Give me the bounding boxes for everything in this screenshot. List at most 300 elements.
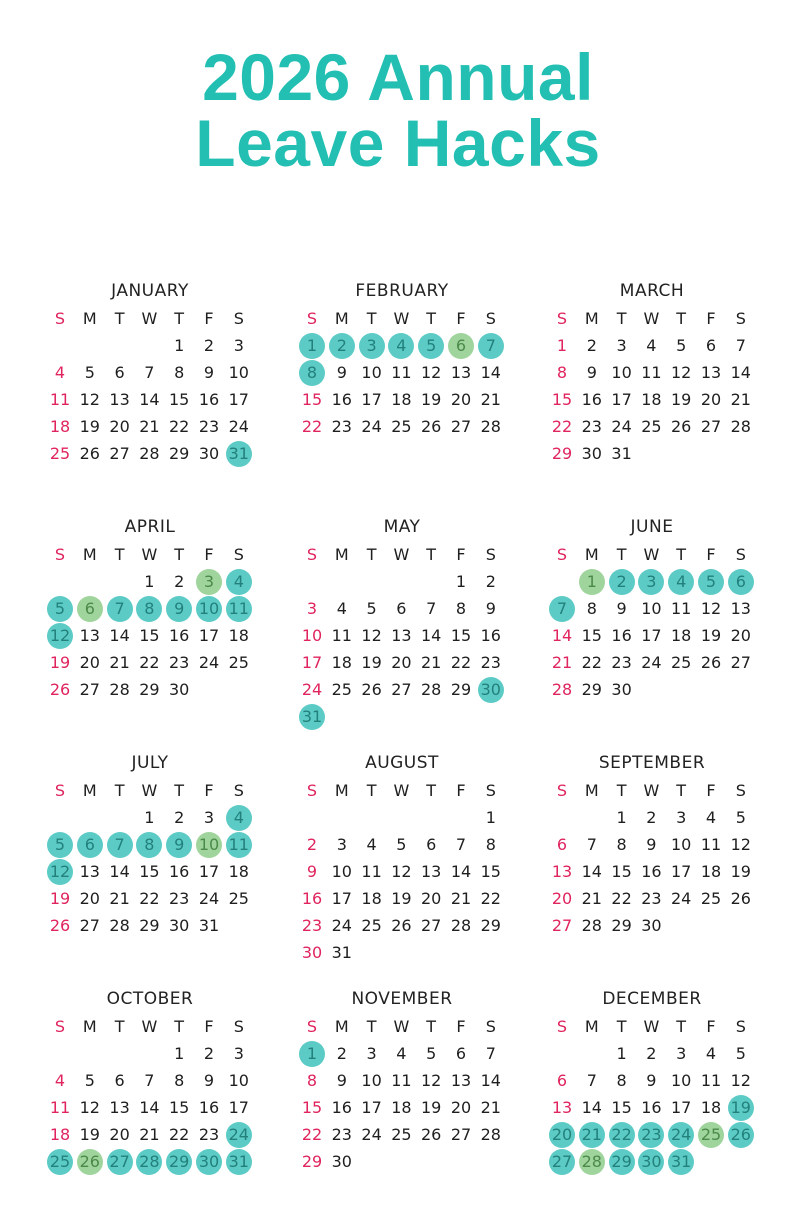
day: 25	[49, 444, 71, 463]
day: 23	[641, 889, 662, 908]
day: 12	[421, 1071, 442, 1090]
day: 6	[455, 1044, 467, 1063]
day: 7	[144, 1071, 155, 1090]
day: 28	[480, 417, 501, 436]
day-leave: 7	[107, 832, 133, 858]
day: 14	[139, 1098, 160, 1117]
weekday-header: S	[54, 781, 66, 800]
month-name: JUNE	[630, 517, 674, 537]
weekday-header: W	[643, 545, 660, 564]
day: 18	[641, 390, 662, 409]
day: 21	[551, 653, 573, 672]
day: 26	[391, 916, 412, 935]
day: 3	[676, 808, 687, 827]
day: 26	[700, 653, 722, 672]
day: 24	[641, 653, 662, 672]
day: 17	[611, 390, 632, 409]
weekday-header: S	[306, 781, 318, 800]
page-title	[0, 40, 796, 180]
weekday-header: T	[426, 781, 437, 800]
day: 6	[426, 835, 437, 854]
day: 21	[421, 653, 442, 672]
day: 27	[450, 1125, 472, 1144]
day: 10	[641, 599, 662, 618]
month-september	[502, 753, 751, 983]
day: 20	[551, 889, 573, 908]
weekday-header: W	[393, 1017, 410, 1036]
day: 27	[79, 680, 100, 699]
day: 22	[169, 417, 190, 436]
day: 3	[233, 336, 244, 355]
day: 17	[198, 626, 220, 645]
day: 25	[228, 889, 249, 908]
day: 21	[109, 889, 130, 908]
month-october	[0, 989, 249, 1219]
day: 29	[139, 916, 160, 935]
day: 7	[455, 835, 467, 854]
day: 16	[581, 390, 602, 409]
day: 23	[301, 916, 323, 935]
day: 4	[705, 808, 717, 827]
day: 17	[671, 862, 692, 881]
weekday-header: T	[676, 781, 687, 800]
month-name: JULY	[131, 753, 169, 773]
day: 5	[735, 1044, 746, 1063]
day: 13	[79, 862, 100, 881]
weekday-header: S	[485, 781, 496, 800]
day: 24	[671, 889, 692, 908]
day: 11	[700, 1071, 722, 1090]
day-public-holiday: 3	[196, 569, 222, 595]
day: 21	[480, 1098, 501, 1117]
weekday-header: T	[676, 309, 687, 328]
weekday-header: S	[233, 781, 244, 800]
weekday-header: M	[584, 781, 599, 800]
weekday-header: W	[393, 309, 410, 328]
day: 9	[586, 363, 597, 382]
weekday-header: T	[616, 545, 627, 564]
weekday-header: W	[141, 1017, 158, 1036]
weekday-header: T	[676, 1017, 687, 1036]
day: 15	[450, 626, 472, 645]
weekday-header: T	[114, 545, 125, 564]
weekday-header: F	[706, 781, 716, 800]
day: 27	[730, 653, 751, 672]
day: 30	[331, 1152, 352, 1171]
day-leave: 31	[299, 704, 325, 730]
day: 26	[730, 889, 751, 908]
day: 13	[79, 626, 100, 645]
month-name: NOVEMBER	[351, 989, 453, 1009]
weekday-header: M	[82, 781, 97, 800]
day: 15	[301, 390, 323, 409]
day: 23	[331, 1125, 352, 1144]
day: 18	[391, 1098, 412, 1117]
day-leave: 29	[609, 1149, 635, 1175]
day-public-holiday: 6	[448, 333, 474, 359]
day: 21	[139, 1125, 160, 1144]
day: 3	[676, 1044, 687, 1063]
day: 1	[556, 336, 568, 355]
day-leave: 8	[299, 360, 325, 386]
day: 16	[301, 889, 323, 908]
day: 18	[700, 1098, 722, 1117]
day: 18	[331, 653, 352, 672]
day: 4	[396, 1044, 407, 1063]
day: 3	[203, 808, 215, 827]
weekday-header: S	[485, 309, 496, 328]
day: 22	[581, 653, 602, 672]
weekday-header: F	[706, 545, 716, 564]
day: 17	[671, 1098, 692, 1117]
weekday-header: S	[233, 309, 244, 328]
day: 29	[139, 680, 160, 699]
month-name: DECEMBER	[602, 989, 702, 1009]
day: 18	[391, 390, 412, 409]
weekday-header: W	[141, 781, 158, 800]
weekday-header: M	[82, 309, 97, 328]
day: 19	[79, 417, 100, 436]
day-leave: 26	[728, 1122, 754, 1148]
day: 9	[616, 599, 627, 618]
weekday-header: M	[584, 309, 599, 328]
day: 22	[450, 653, 472, 672]
day: 25	[228, 653, 249, 672]
day: 21	[581, 889, 602, 908]
day: 24	[198, 653, 220, 672]
day: 13	[450, 363, 472, 382]
day: 23	[581, 417, 602, 436]
day-public-holiday: 6	[77, 596, 103, 622]
day: 10	[331, 862, 352, 881]
day: 14	[480, 1071, 501, 1090]
weekday-header: W	[393, 545, 410, 564]
day-leave: 3	[638, 569, 664, 595]
day: 22	[480, 889, 501, 908]
day: 24	[198, 889, 220, 908]
day: 28	[109, 916, 130, 935]
day: 25	[391, 417, 412, 436]
weekday-header: M	[82, 545, 97, 564]
day: 16	[641, 1098, 662, 1117]
day-public-holiday: 28	[579, 1149, 605, 1175]
day: 26	[49, 680, 71, 699]
weekday-header: F	[456, 781, 466, 800]
day: 14	[109, 626, 130, 645]
day: 1	[174, 336, 185, 355]
weekday-header: F	[204, 1017, 214, 1036]
day: 23	[198, 417, 220, 436]
month-name: MAY	[383, 517, 421, 537]
day: 5	[84, 363, 95, 382]
weekday-header: S	[735, 781, 746, 800]
day: 4	[646, 336, 657, 355]
day: 29	[551, 444, 573, 463]
day-leave: 1	[299, 1041, 325, 1067]
day: 11	[361, 862, 382, 881]
day: 27	[450, 417, 472, 436]
day: 6	[396, 599, 407, 618]
day: 4	[336, 599, 347, 618]
day: 18	[228, 862, 249, 881]
month-august	[252, 753, 501, 983]
day: 20	[109, 417, 130, 436]
weekday-header: S	[54, 545, 66, 564]
day: 28	[109, 680, 130, 699]
day: 17	[228, 390, 249, 409]
day: 9	[646, 1071, 657, 1090]
day: 14	[581, 1098, 602, 1117]
day: 23	[169, 653, 190, 672]
day: 12	[391, 862, 412, 881]
day: 4	[366, 835, 377, 854]
weekday-header: S	[735, 545, 746, 564]
day: 22	[169, 1125, 190, 1144]
day: 16	[331, 1098, 352, 1117]
weekday-header: M	[334, 545, 349, 564]
month-name: FEBRUARY	[355, 281, 449, 301]
day: 25	[331, 680, 352, 699]
day: 6	[114, 363, 125, 382]
day: 1	[174, 1044, 185, 1063]
day: 1	[485, 808, 496, 827]
weekday-header: T	[174, 781, 185, 800]
day: 17	[361, 1098, 382, 1117]
day: 10	[361, 363, 382, 382]
day: 8	[174, 1071, 185, 1090]
day-leave: 24	[226, 1122, 252, 1148]
day: 12	[671, 363, 692, 382]
month-december	[502, 989, 751, 1219]
day: 15	[139, 626, 160, 645]
day: 11	[331, 626, 352, 645]
weekday-header: F	[204, 309, 214, 328]
day: 5	[396, 835, 407, 854]
day: 4	[54, 363, 66, 382]
month-november	[252, 989, 501, 1219]
day-leave: 12	[47, 859, 73, 885]
day: 28	[450, 916, 472, 935]
weekday-header: M	[584, 1017, 599, 1036]
day: 26	[79, 444, 100, 463]
day: 30	[169, 680, 190, 699]
day: 28	[581, 916, 602, 935]
weekday-header: S	[735, 1017, 746, 1036]
day: 28	[480, 1125, 501, 1144]
day: 10	[611, 363, 632, 382]
day-leave: 29	[166, 1149, 192, 1175]
day-leave: 22	[609, 1122, 635, 1148]
day: 25	[671, 653, 692, 672]
weekday-header: S	[54, 309, 66, 328]
day-leave: 7	[478, 333, 504, 359]
weekday-header: T	[616, 781, 627, 800]
day: 18	[671, 626, 692, 645]
day: 4	[54, 1071, 66, 1090]
day: 6	[556, 835, 568, 854]
day: 12	[700, 599, 722, 618]
day: 6	[114, 1071, 125, 1090]
day: 15	[581, 626, 602, 645]
weekday-header: F	[204, 781, 214, 800]
day: 19	[730, 862, 751, 881]
day: 29	[450, 680, 472, 699]
day: 27	[79, 916, 100, 935]
day: 20	[391, 653, 412, 672]
day: 28	[730, 417, 751, 436]
day: 23	[198, 1125, 220, 1144]
weekday-header: S	[306, 545, 318, 564]
day-leave: 19	[728, 1095, 754, 1121]
weekday-header: W	[141, 309, 158, 328]
day: 23	[480, 653, 501, 672]
weekday-header: S	[485, 1017, 496, 1036]
day: 11	[49, 1098, 71, 1117]
day: 9	[646, 835, 657, 854]
day: 23	[169, 889, 190, 908]
weekday-header: S	[306, 1017, 318, 1036]
day: 30	[198, 444, 220, 463]
day: 22	[139, 889, 160, 908]
day: 12	[79, 1098, 100, 1117]
day: 9	[336, 363, 347, 382]
day: 16	[480, 626, 501, 645]
day: 22	[301, 1125, 323, 1144]
day-leave: 3	[359, 333, 385, 359]
day: 5	[676, 336, 687, 355]
day: 12	[730, 835, 751, 854]
day: 12	[421, 363, 442, 382]
day: 17	[331, 889, 352, 908]
day: 11	[700, 835, 722, 854]
weekday-header: T	[174, 1017, 185, 1036]
month-june	[502, 517, 751, 747]
day: 6	[705, 336, 717, 355]
day: 9	[306, 862, 318, 881]
day: 20	[450, 390, 472, 409]
day: 2	[174, 808, 185, 827]
day-leave: 2	[329, 333, 355, 359]
day: 20	[421, 889, 442, 908]
day: 18	[228, 626, 249, 645]
day-leave: 31	[668, 1149, 694, 1175]
day-leave: 27	[549, 1149, 575, 1175]
day: 22	[611, 889, 632, 908]
day: 22	[301, 417, 323, 436]
day: 14	[421, 626, 442, 645]
day: 21	[450, 889, 472, 908]
weekday-header: T	[616, 1017, 627, 1036]
day-leave: 12	[47, 623, 73, 649]
day: 15	[169, 1098, 190, 1117]
day: 28	[421, 680, 442, 699]
day: 13	[551, 862, 573, 881]
day: 29	[169, 444, 190, 463]
day: 15	[301, 1098, 323, 1117]
day: 15	[551, 390, 573, 409]
day: 9	[336, 1071, 347, 1090]
day: 20	[450, 1098, 472, 1117]
day-leave: 27	[107, 1149, 133, 1175]
day-leave: 11	[226, 596, 252, 622]
day: 11	[641, 363, 662, 382]
title-line-1: 2026 Annual	[202, 40, 594, 114]
day-leave: 21	[579, 1122, 605, 1148]
month-name: JANUARY	[111, 281, 189, 301]
day-leave: 4	[388, 333, 414, 359]
day: 26	[421, 1125, 442, 1144]
day: 28	[551, 680, 573, 699]
weekday-header: T	[174, 545, 185, 564]
day: 13	[109, 1098, 130, 1117]
weekday-header: T	[366, 309, 377, 328]
day-leave: 6	[728, 569, 754, 595]
day: 5	[84, 1071, 95, 1090]
day: 21	[480, 390, 501, 409]
weekday-header: F	[706, 1017, 716, 1036]
day: 5	[426, 1044, 437, 1063]
day: 16	[198, 1098, 220, 1117]
day: 13	[700, 363, 722, 382]
day: 5	[366, 599, 377, 618]
month-name: APRIL	[124, 517, 176, 537]
weekday-header: S	[556, 781, 568, 800]
day: 22	[139, 653, 160, 672]
day: 21	[139, 417, 160, 436]
day: 16	[641, 862, 662, 881]
day: 3	[306, 599, 318, 618]
weekday-header: M	[334, 309, 349, 328]
day-leave: 5	[418, 333, 444, 359]
day: 9	[203, 363, 215, 382]
day: 29	[611, 916, 632, 935]
weekday-header: S	[233, 545, 244, 564]
day: 26	[671, 417, 692, 436]
weekday-header: T	[114, 309, 125, 328]
day: 15	[139, 862, 160, 881]
weekday-header: M	[334, 781, 349, 800]
day: 8	[586, 599, 597, 618]
day: 8	[306, 1071, 318, 1090]
day: 2	[336, 1044, 347, 1063]
day: 8	[616, 835, 627, 854]
day: 16	[169, 862, 190, 881]
day: 10	[671, 1071, 692, 1090]
day: 11	[391, 363, 412, 382]
day: 17	[361, 390, 382, 409]
weekday-header: T	[174, 309, 185, 328]
day: 1	[616, 808, 627, 827]
day: 7	[426, 599, 437, 618]
day: 12	[79, 390, 100, 409]
day: 18	[49, 1125, 71, 1144]
day: 2	[306, 835, 318, 854]
day: 10	[228, 363, 249, 382]
weekday-header: T	[676, 545, 687, 564]
weekday-header: M	[584, 545, 599, 564]
day: 19	[361, 653, 382, 672]
day: 14	[581, 862, 602, 881]
day: 2	[203, 336, 215, 355]
day: 8	[616, 1071, 627, 1090]
day: 5	[735, 808, 746, 827]
day: 19	[700, 626, 722, 645]
weekday-header: T	[114, 1017, 125, 1036]
day: 10	[301, 626, 323, 645]
day: 3	[616, 336, 627, 355]
day: 24	[611, 417, 632, 436]
day: 17	[301, 653, 323, 672]
